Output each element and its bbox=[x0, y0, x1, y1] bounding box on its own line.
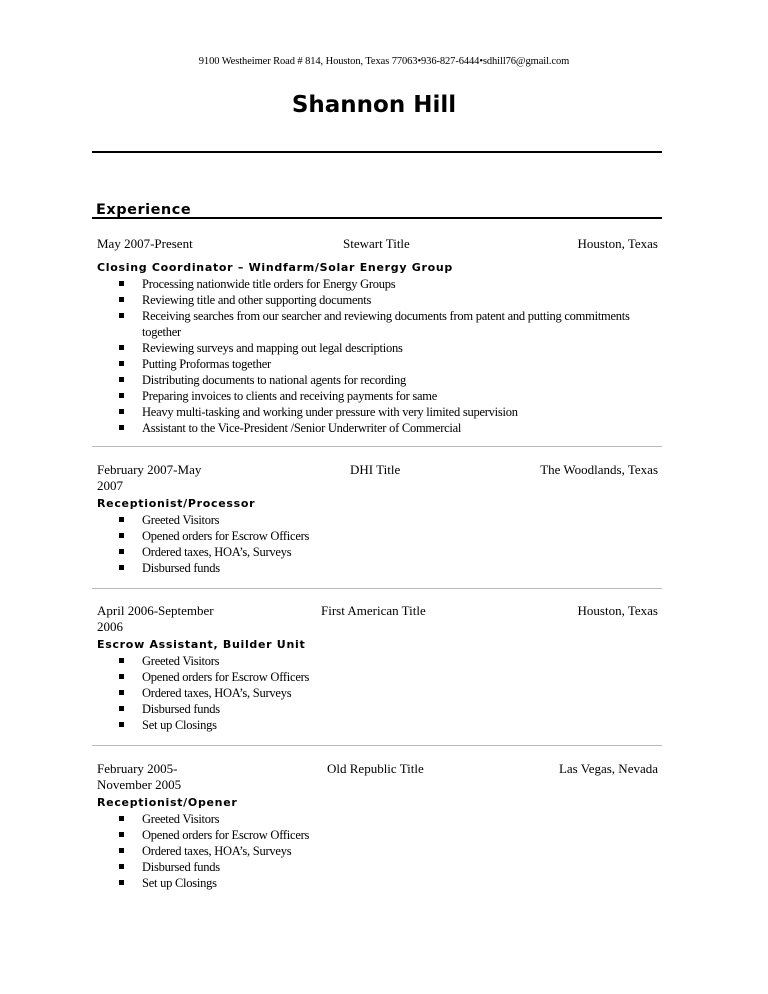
header-divider bbox=[92, 151, 662, 153]
job-date: February 2005-November 2005 bbox=[97, 761, 182, 792]
bullet-icon bbox=[119, 674, 124, 679]
duty-list bbox=[96, 811, 658, 891]
duty-list bbox=[96, 276, 658, 436]
bullet-icon bbox=[119, 848, 124, 853]
bullet-icon bbox=[119, 658, 124, 663]
duty-item: Disbursed funds bbox=[96, 560, 632, 576]
applicant-name: Shannon Hill bbox=[291, 92, 457, 118]
bullet-icon bbox=[119, 864, 124, 869]
job-date: April 2006-September 2006 bbox=[97, 603, 214, 634]
duty-list bbox=[96, 653, 658, 733]
bullet-icon bbox=[119, 517, 124, 522]
duty-item: Putting Proformas together bbox=[96, 356, 632, 372]
bullet-icon bbox=[119, 345, 124, 350]
job-title: Receptionist/Opener bbox=[97, 796, 238, 809]
job-company: Old Republic Title bbox=[327, 761, 424, 776]
job-title: Escrow Assistant, Builder Unit bbox=[97, 638, 306, 651]
contact-line: 9100 Westheimer Road # 814, Houston, Texas 77063•936-827-6444•sdhill76@gmail.com bbox=[198, 56, 570, 67]
job-company: DHI Title bbox=[350, 462, 401, 477]
job-date: February 2007-May 2007 bbox=[97, 462, 202, 493]
duty-item: Disbursed funds bbox=[96, 859, 632, 875]
bullet-icon bbox=[119, 297, 124, 302]
job-entry bbox=[96, 462, 658, 576]
duty-item: Opened orders for Escrow Officers bbox=[96, 669, 632, 685]
duty-item: Opened orders for Escrow Officers bbox=[96, 827, 632, 843]
duty-item: Reviewing title and other supporting documents bbox=[96, 292, 632, 308]
bullet-icon bbox=[119, 533, 124, 538]
job-company: First American Title bbox=[321, 603, 426, 618]
bullet-icon bbox=[119, 690, 124, 695]
duty-item: Heavy multi-tasking and working under pressure with very limited supervision bbox=[96, 404, 632, 420]
bullet-icon bbox=[119, 313, 124, 318]
duty-item: Opened orders for Escrow Officers bbox=[96, 528, 632, 544]
bullet-icon bbox=[119, 549, 124, 554]
job-company: Stewart Title bbox=[343, 236, 410, 251]
duty-item: Greeted Visitors bbox=[96, 653, 632, 669]
bullet-icon bbox=[119, 361, 124, 366]
bullet-icon bbox=[119, 880, 124, 885]
bullet-icon bbox=[119, 722, 124, 727]
bullet-icon bbox=[119, 816, 124, 821]
duty-list bbox=[96, 512, 658, 576]
bullet-icon bbox=[119, 706, 124, 711]
duty-item: Distributing documents to national agents for recording bbox=[96, 372, 632, 388]
section-title-experience: Experience bbox=[96, 202, 192, 218]
duty-item: Receiving searches from our searcher and reviewing documents from patent and putting commitments together bbox=[96, 308, 632, 340]
job-title: Receptionist/Processor bbox=[97, 497, 256, 510]
bullet-icon bbox=[119, 832, 124, 837]
duty-item: Greeted Visitors bbox=[96, 512, 632, 528]
duty-item: Processing nationwide title orders for Energy Groups bbox=[96, 276, 632, 292]
job-location: Houston, Texas bbox=[577, 603, 658, 618]
job-location: The Woodlands, Texas bbox=[540, 462, 658, 477]
job-entry bbox=[96, 761, 658, 891]
job-entry bbox=[96, 236, 658, 436]
job-header bbox=[96, 462, 658, 494]
duty-item: Reviewing surveys and mapping out legal descriptions bbox=[96, 340, 632, 356]
section-divider bbox=[92, 217, 662, 219]
job-location: Houston, Texas bbox=[577, 236, 658, 251]
bullet-icon bbox=[119, 377, 124, 382]
duty-item: Assistant to the Vice-President /Senior Underwriter of Commercial bbox=[96, 420, 632, 436]
duty-item: Set up Closings bbox=[96, 875, 632, 891]
duty-item: Set up Closings bbox=[96, 717, 632, 733]
duty-item: Ordered taxes, HOA’s, Surveys bbox=[96, 544, 632, 560]
duty-item: Disbursed funds bbox=[96, 701, 632, 717]
bullet-icon bbox=[119, 565, 124, 570]
duty-item: Greeted Visitors bbox=[96, 811, 632, 827]
bullet-icon bbox=[119, 409, 124, 414]
bullet-icon bbox=[119, 425, 124, 430]
job-date: May 2007-Present bbox=[97, 236, 193, 251]
job-location: Las Vegas, Nevada bbox=[558, 761, 658, 776]
duty-item: Ordered taxes, HOA’s, Surveys bbox=[96, 685, 632, 701]
duty-item: Preparing invoices to clients and receiving payments for same bbox=[96, 388, 632, 404]
duty-item: Ordered taxes, HOA’s, Surveys bbox=[96, 843, 632, 859]
job-title: Closing Coordinator – Windfarm/Solar Energy Group bbox=[97, 261, 453, 274]
bullet-icon bbox=[119, 281, 124, 286]
job-header bbox=[96, 603, 658, 635]
entry-separator bbox=[92, 745, 662, 746]
job-header bbox=[96, 236, 658, 252]
entry-separator bbox=[92, 446, 662, 447]
job-header bbox=[96, 761, 658, 793]
job-entry bbox=[96, 603, 658, 733]
entry-separator bbox=[92, 588, 662, 589]
bullet-icon bbox=[119, 393, 124, 398]
